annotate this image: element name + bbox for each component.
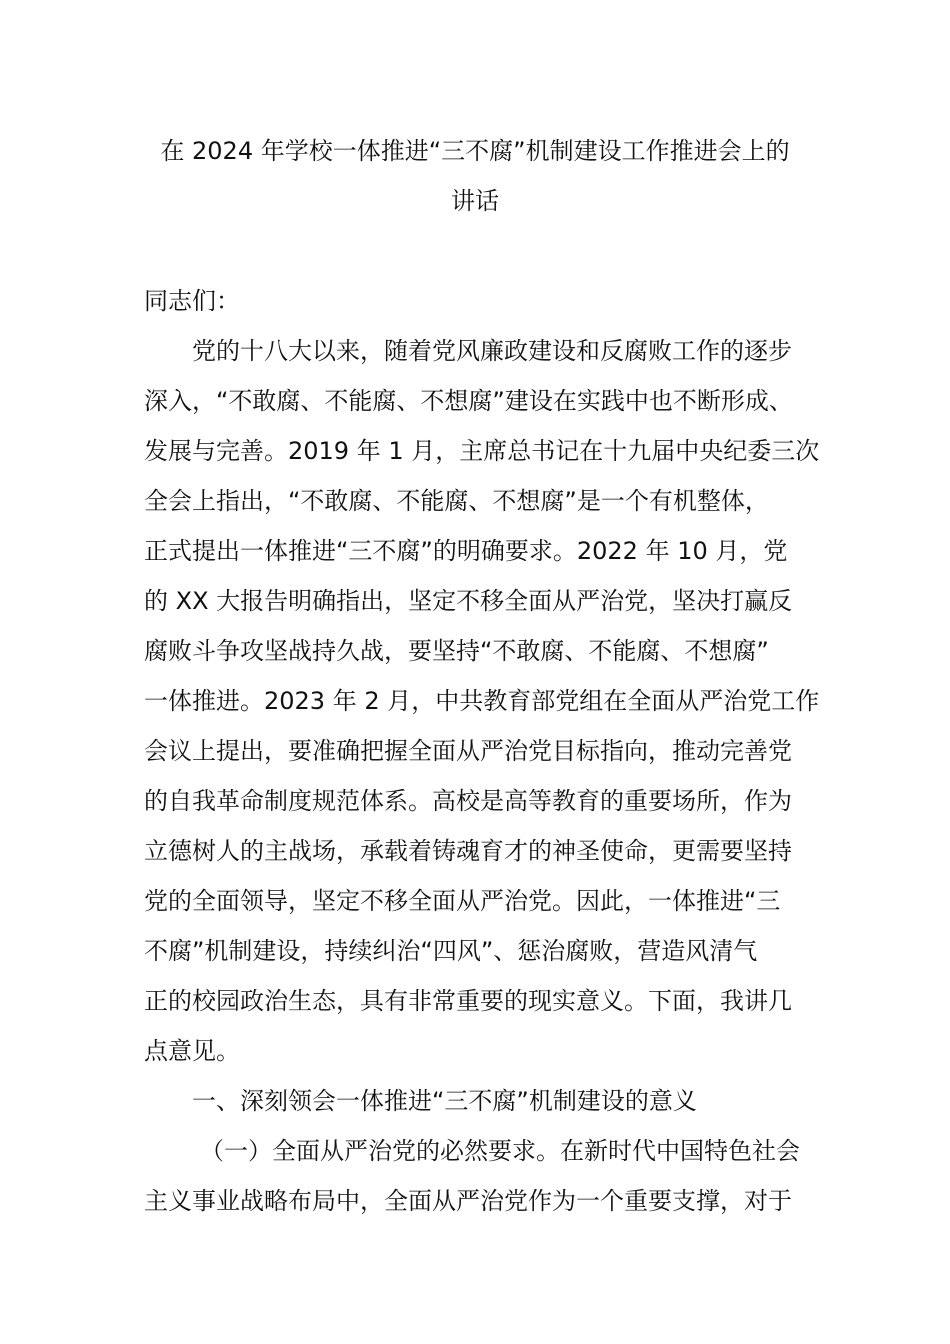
paragraph-line: 的自我革命制度规范体系。高校是高等教育的重要场所，作为 [144,787,792,815]
paragraph-line: 正的校园政治生态，具有非常重要的现实意义。下面，我讲几 [144,987,792,1015]
paragraph-line: 不腐”机制建设，持续纠治“四风”、惩治腐败，营造风清气 [144,937,758,965]
paragraph-line: 正式提出一体推进“三不腐”的明确要求。2022 年 10 月，党 [144,537,788,565]
paragraph-line: 发展与完善。2019 年 1 月，主席总书记在十九届中央纪委三次 [144,437,820,465]
paragraph-line: 深入，“不敢腐、不能腐、不想腐”建设在实践中也不断形成、 [144,387,793,415]
paragraph-line: 党的十八大以来，随着党风廉政建设和反腐败工作的逐步 [192,337,792,365]
paragraph-line: 立德树人的主战场，承载着铸魂育才的神圣使命，更需要坚持 [144,837,792,865]
paragraph-line: 全会上指出，“不敢腐、不能腐、不想腐”是一个有机整体， [144,487,769,515]
paragraph-line: 腐败斗争攻坚战持久战，要坚持“不敢腐、不能腐、不想腐” [144,637,769,665]
paragraph-line: 的 XX 大报告明确指出，坚定不移全面从严治党，坚决打赢反 [144,587,793,615]
salutation: 同志们： [144,287,240,315]
title-line-1: 在 2024 年学校一体推进“三不腐”机制建设工作推进会上的 [160,137,790,165]
section-heading: 一、深刻领会一体推进“三不腐”机制建设的意义 [192,1087,697,1115]
paragraph-line: 会议上提出，要准确把握全面从严治党目标指向，推动完善党 [144,737,792,765]
paragraph-line: 一体推进。2023 年 2 月，中共教育部党组在全面从严治党工作 [144,687,820,715]
paragraph-line: 主义事业战略布局中，全面从严治党作为一个重要支撑，对于 [144,1187,792,1215]
paragraph-line: 点意见。 [144,1037,240,1065]
title-line-2: 讲话 [451,187,499,215]
paragraph-line: 党的全面领导，坚定不移全面从严治党。因此，一体推进“三 [144,887,781,915]
subsection-line: （一）全面从严治党的必然要求。在新时代中国特色社会 [200,1137,800,1165]
